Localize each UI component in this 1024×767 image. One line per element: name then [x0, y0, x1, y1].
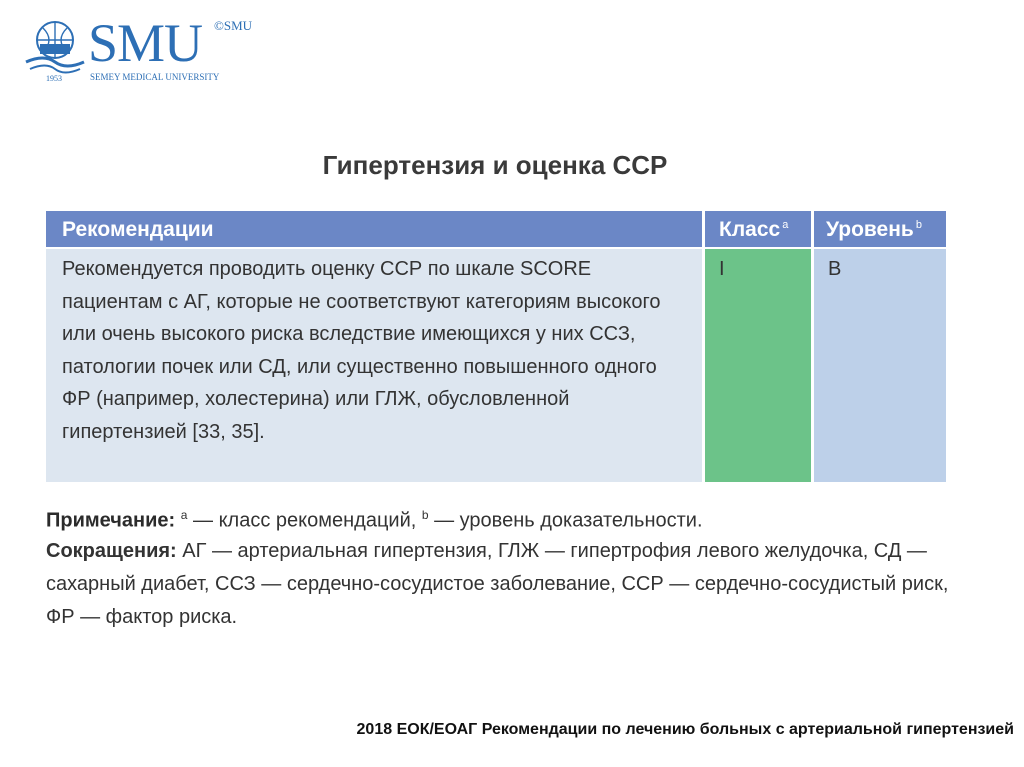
- abbreviations: [46, 535, 961, 634]
- header-level-footnote: b: [915, 219, 922, 231]
- recommendation-cell: Рекомендуется проводить оценку ССР по шкале SCORE пациентам с АГ, которые не соответствуют категориям высокого или очень высокого риска вследствие имеющихся у них ССЗ, патологии почек или СД, или существенно повышенного одного ФР (например, холестерина) или ГЛЖ, обусловленной гипертензией [33, 35].: [46, 249, 702, 482]
- university-emblem-icon: [24, 18, 86, 78]
- abbreviations-label: Сокращения:: [46, 540, 177, 562]
- header-class-label: Класс: [719, 218, 781, 241]
- footnote-sup-a: a: [180, 508, 188, 522]
- footnote-label: Примечание:: [46, 509, 176, 532]
- logo-year: 1953: [46, 74, 62, 83]
- university-logo: [24, 14, 264, 84]
- footnote-sup-b: b: [421, 508, 429, 522]
- logo-copyright-mark: ©SMU: [214, 18, 253, 33]
- recommendation-table: [46, 211, 946, 482]
- header-class-footnote: a: [782, 219, 789, 231]
- footnote-text-a: — класс рекомендаций,: [187, 509, 422, 532]
- footnote: [46, 498, 966, 538]
- header-class: [705, 211, 811, 247]
- level-cell: B: [814, 249, 946, 482]
- slide-title: Гипертензия и оценка ССР: [322, 150, 668, 180]
- abbreviations-text: АГ — артериальная гипертензия, ГЛЖ — гипертрофия левого желудочка, СД — сахарный диабет, ССЗ — сердечно-сосудистое заболевание, ССР — сердечно-сосудистый риск, ФР — фактор риска.: [46, 540, 949, 628]
- header-level: [814, 211, 946, 247]
- footnote-text-b: — уровень доказательности.: [428, 509, 703, 532]
- logo-university-name: SEMEY MEDICAL UNIVERSITY: [90, 72, 220, 82]
- header-recommendations: [46, 211, 702, 247]
- class-cell: I: [705, 249, 811, 482]
- header-recommendations-label: Рекомендации: [62, 218, 214, 241]
- header-level-label: Уровень: [826, 218, 914, 241]
- source-footer: 2018 ЕОК/ЕОАГ Рекомендации по лечению больных с артериальной гипертензией: [356, 721, 1014, 738]
- logo-wordmark: SMU: [88, 13, 203, 73]
